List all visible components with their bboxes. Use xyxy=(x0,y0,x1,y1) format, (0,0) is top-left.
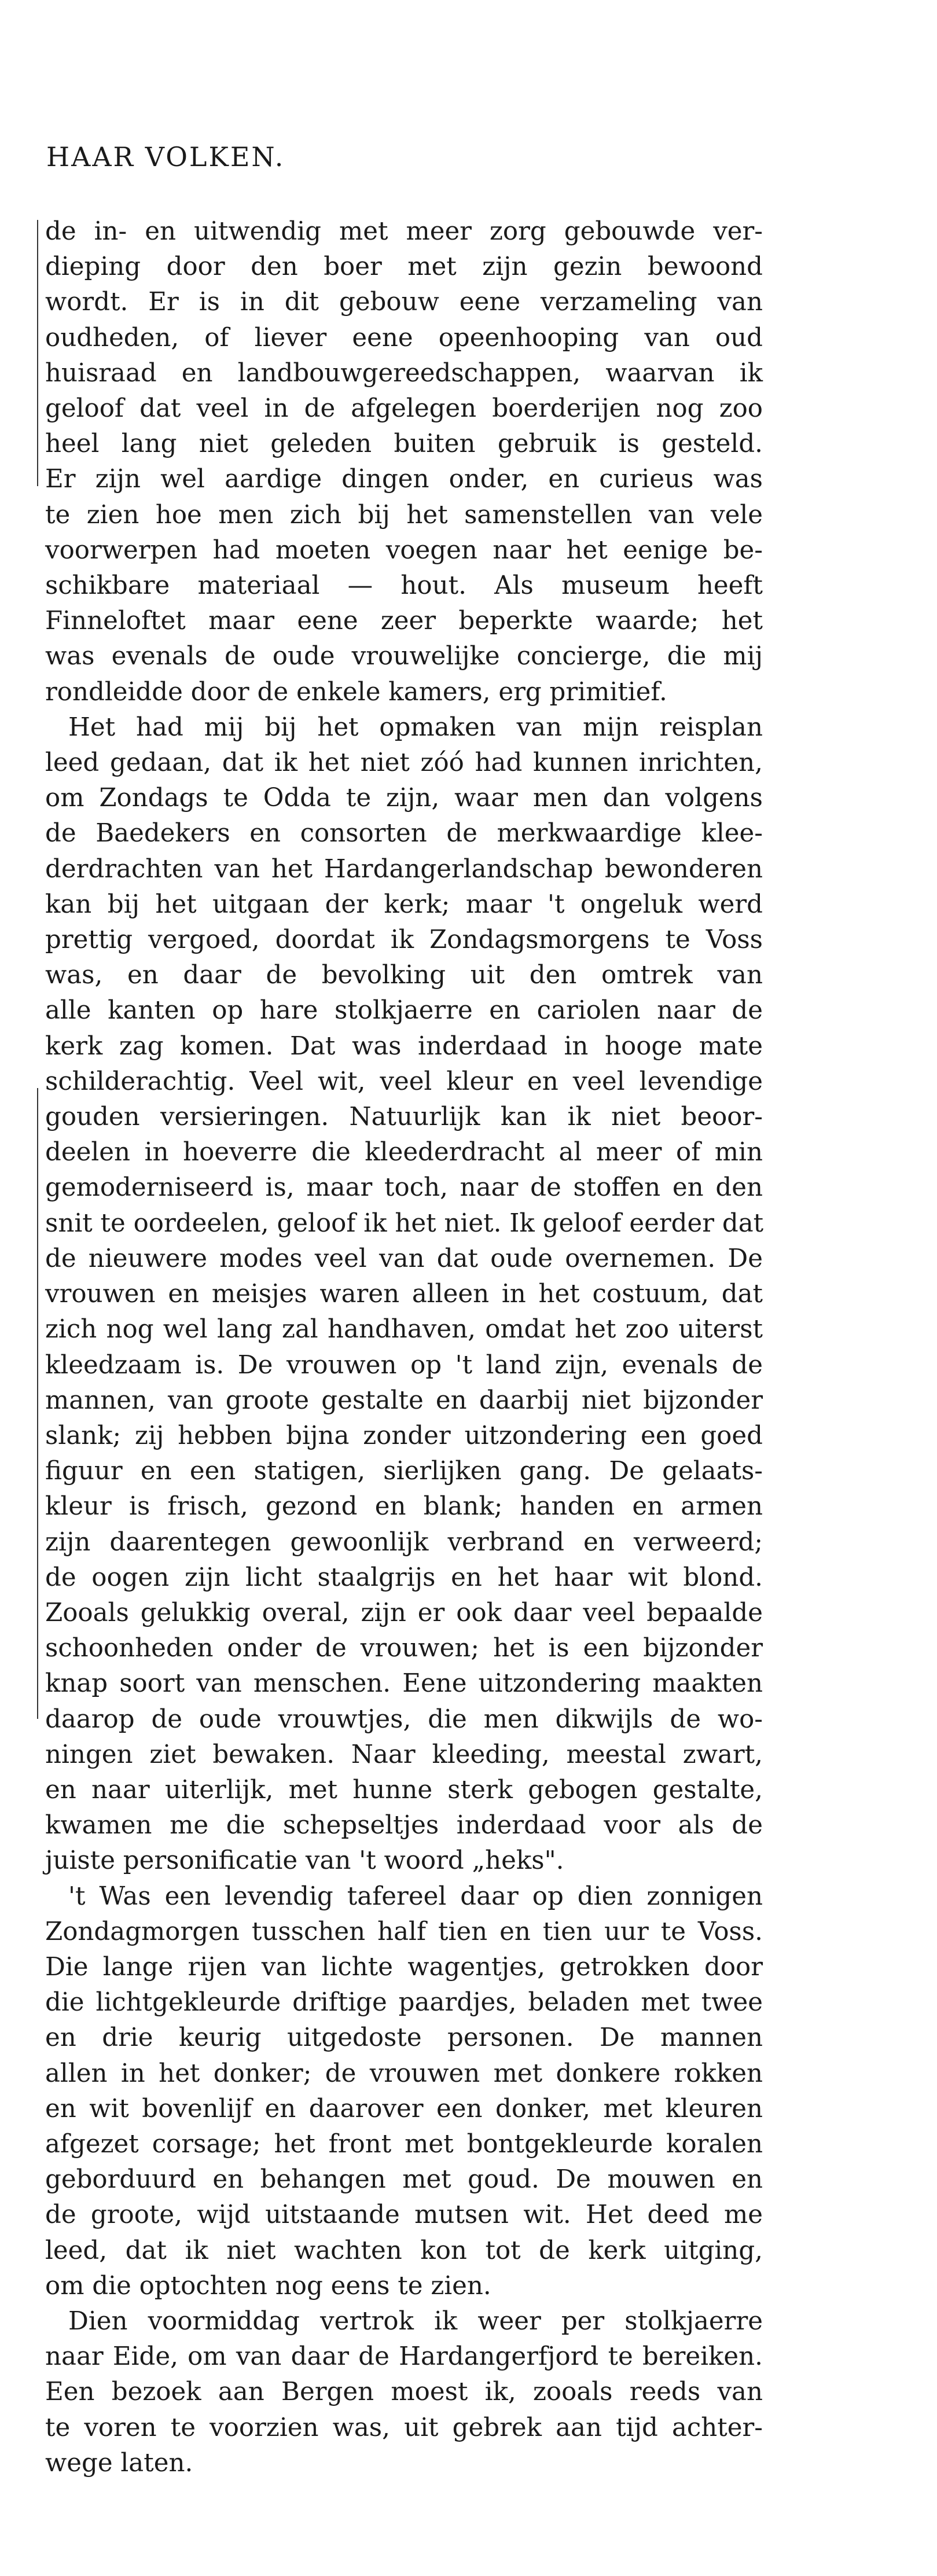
text-line: afgezet corsage; het front met bontgekleurde koralen xyxy=(45,2129,763,2159)
text-line: kleedzaam is. De vrouwen op 't land zijn, evenals de xyxy=(45,1350,763,1380)
text-line: was, en daar de bevolking uit den omtrek van xyxy=(45,961,763,990)
text-line: prettig vergoed, doordat ik Zondagsmorgens te Voss xyxy=(45,925,763,955)
text-line: geborduurd en behangen met goud. De mouwen en xyxy=(45,2165,763,2195)
text-line: te zien hoe men zich bij het samenstellen van vele xyxy=(45,500,763,530)
text-line: Een bezoek aan Bergen moest ik, zooals reeds van xyxy=(45,2377,763,2407)
text-line: om die optochten nog eens te zien. xyxy=(45,2271,491,2301)
text-line: leed, dat ik niet wachten kon tot de kerk uitging, xyxy=(45,2236,763,2265)
text-line: Het had mij bij het opmaken van mijn reisplan xyxy=(68,712,763,742)
text-line: kwamen me die schepseltjes inderdaad voor als de xyxy=(45,1811,763,1840)
text-line: vrouwen en meisjes waren alleen in het costuum, dat xyxy=(45,1280,763,1309)
text-line: knap soort van menschen. Eene uitzondering maakten xyxy=(45,1669,763,1699)
text-line: kleur is frisch, gezond en blank; handen en armen xyxy=(45,1492,763,1522)
text-line: die lichtgekleurde driftige paardjes, beladen met twee xyxy=(45,1988,763,2018)
text-line: te voren te voorzien was, uit gebrek aan tijd achter- xyxy=(45,2413,763,2442)
text-line: dieping door den boer met zijn gezin bewoond xyxy=(45,252,763,282)
text-line: Dien voormiddag vertrok ik weer per stolkjaerre xyxy=(68,2306,763,2336)
text-line: 't Was een levendig tafereel daar op dien zonnigen xyxy=(68,1882,763,1911)
text-line: huisraad en landbouwgereedschappen, waarvan ik xyxy=(45,358,763,388)
text-line: wege laten. xyxy=(45,2448,193,2478)
text-line: deelen in hoeverre die kleederdracht al meer of min xyxy=(45,1138,763,1167)
text-line: schilderachtig. Veel wit, veel kleur en veel levendige xyxy=(45,1067,763,1096)
text-line: juiste personificatie van 't woord „heks". xyxy=(45,1846,564,1876)
text-line: kerk zag komen. Dat was inderdaad in hooge mate xyxy=(45,1031,763,1061)
text-line: gouden versieringen. Natuurlijk kan ik niet beoor- xyxy=(45,1103,763,1132)
text-line: zijn daarentegen gewoonlijk verbrand en verweerd; xyxy=(45,1527,763,1557)
paragraph xyxy=(45,1879,763,2304)
text-line: oudheden, of liever eene opeenhooping van oud xyxy=(45,323,763,352)
text-line: en drie keurig uitgedoste personen. De mannen xyxy=(45,2023,763,2053)
text-line: de groote, wijd uitstaande mutsen wit. Het deed me xyxy=(45,2200,763,2230)
text-line: naar Eide, om van daar de Hardangerfjord te bereiken. xyxy=(45,2342,763,2372)
margin-rule-lower xyxy=(37,1088,38,1719)
text-line: en wit bovenlijf en daarover een donker, met kleuren xyxy=(45,2094,763,2123)
text-line: Finneloftet maar eene zeer beperkte waarde; het xyxy=(45,607,763,636)
text-line: rondleidde door de enkele kamers, erg primitief. xyxy=(45,677,667,707)
text-line: schikbare materiaal — hout. Als museum heeft xyxy=(45,571,763,601)
text-line: allen in het donker; de vrouwen met donkere rokken xyxy=(45,2059,763,2088)
text-line: alle kanten op hare stolkjaerre en cariolen naar de xyxy=(45,996,763,1026)
text-line: Die lange rijen van lichte wagentjes, getrokken door xyxy=(45,1952,763,1982)
text-line: figuur en een statigen, sierlijken gang. De gelaats- xyxy=(45,1457,763,1486)
margin-rule-upper xyxy=(37,220,38,486)
body-text xyxy=(45,214,763,2481)
text-line: slank; zij hebben bijna zonder uitzondering een goed xyxy=(45,1421,763,1450)
text-line: de oogen zijn licht staalgrijs en het haar wit blond. xyxy=(45,1563,763,1592)
text-line: Zondagmorgen tusschen half tien en tien uur te Voss. xyxy=(45,1917,763,1946)
text-line: schoonheden onder de vrouwen; het is een bijzonder xyxy=(45,1634,763,1663)
text-line: zich nog wel lang zal handhaven, omdat het zoo uiterst xyxy=(45,1315,763,1344)
paragraph xyxy=(45,214,763,710)
text-line: Er zijn wel aardige dingen onder, en curieus was xyxy=(45,465,763,494)
paragraph xyxy=(45,710,763,1879)
text-line: heel lang niet geleden buiten gebruik is gesteld. xyxy=(45,429,763,459)
text-line: derdrachten van het Hardangerlandschap bewonderen xyxy=(45,854,763,884)
text-line: snit te oordeelen, geloof ik het niet. Ik geloof eerder dat xyxy=(45,1208,764,1238)
text-line: de Baedekers en consorten de merkwaardige klee- xyxy=(45,819,763,848)
text-line: ningen ziet bewaken. Naar kleeding, meestal zwart, xyxy=(45,1740,763,1769)
text-line: mannen, van groote gestalte en daarbij niet bijzonder xyxy=(45,1386,763,1415)
text-line: Zooals gelukkig overal, zijn er ook daar veel bepaalde xyxy=(45,1598,763,1627)
text-line: was evenals de oude vrouwelijke concierge, die mij xyxy=(45,642,763,671)
text-line: voorwerpen had moeten voegen naar het eenige be- xyxy=(45,535,763,565)
text-line: kan bij het uitgaan der kerk; maar 't ongeluk werd xyxy=(45,890,763,919)
text-line: geloof dat veel in de afgelegen boerderijen nog zoo xyxy=(45,394,763,424)
text-line: de nieuwere modes veel van dat oude overnemen. De xyxy=(45,1244,763,1273)
paragraph xyxy=(45,2304,763,2481)
text-line: gemoderniseerd is, maar toch, naar de stoffen en den xyxy=(45,1173,763,1203)
text-line: wordt. Er is in dit gebouw eene verzameling van xyxy=(45,288,763,317)
text-line: leed gedaan, dat ik het niet zóó had kunnen inrichten, xyxy=(45,748,763,778)
text-line: daarop de oude vrouwtjes, die men dikwijls de wo- xyxy=(45,1704,763,1734)
text-line: en naar uiterlijk, met hunne sterk gebogen gestalte, xyxy=(45,1775,763,1805)
running-head: HAAR VOLKEN. xyxy=(46,141,285,172)
text-line: om Zondags te Odda te zijn, waar men dan volgens xyxy=(45,784,763,813)
text-line: de in- en uitwendig met meer zorg gebouwde ver- xyxy=(45,217,763,246)
